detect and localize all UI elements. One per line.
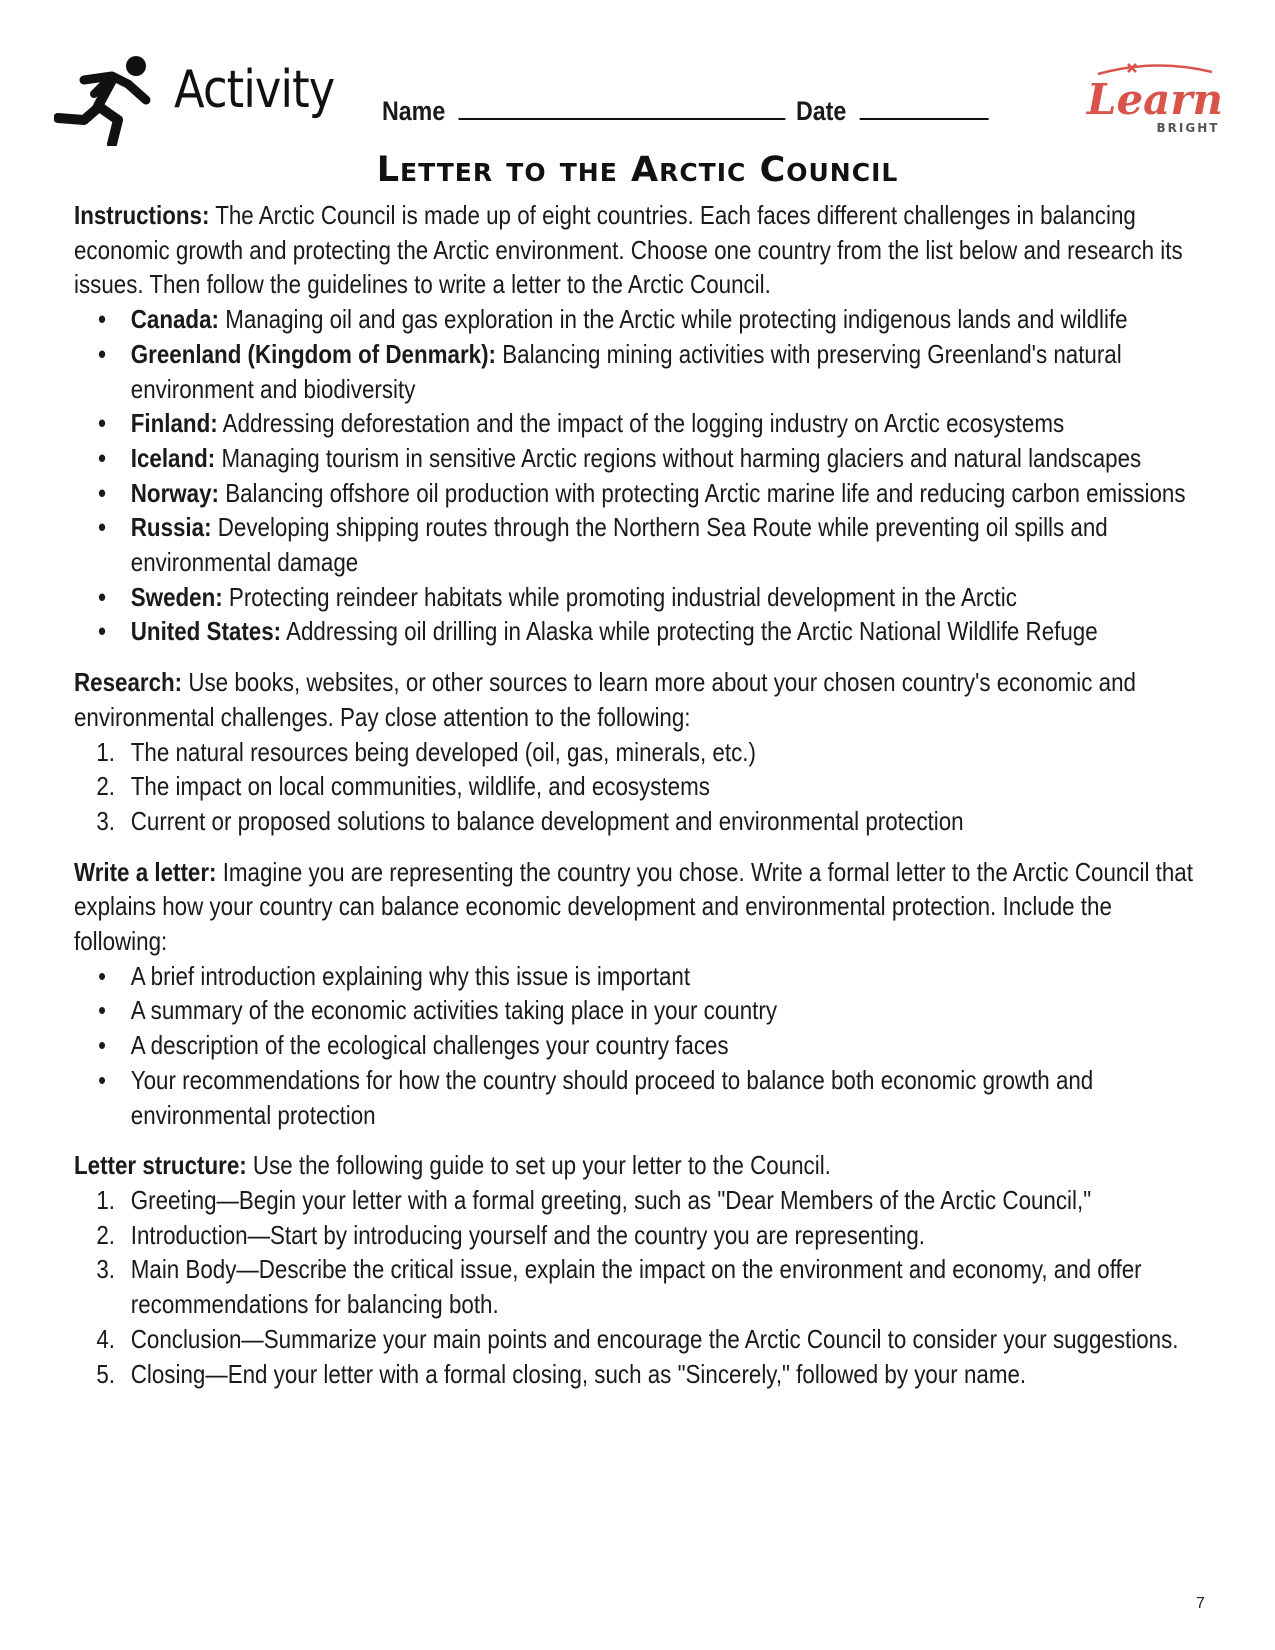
country-name: Russia: bbox=[130, 512, 212, 543]
country-desc: Addressing deforestation and the impact of the logging industry on Arctic ecosystems bbox=[217, 408, 1065, 439]
country-name: Greenland (Kingdom of Denmark): bbox=[130, 338, 497, 369]
list-item: • United States: Addressing oil drilling in Alaska while protecting the Arctic National Wildlife Refuge bbox=[98, 616, 1098, 647]
structure-text: Use the following guide to set up your letter to the Council. bbox=[246, 1150, 831, 1181]
list-item: 3. Current or proposed solutions to balance development and environmental protection bbox=[96, 805, 964, 836]
country-desc: Addressing oil drilling in Alaska while protecting the Arctic National Wildlife Refuge bbox=[281, 616, 1098, 647]
country-desc: Balancing mining activities with preserving Greenland's natural environment and biodiversity bbox=[130, 338, 1122, 404]
structure-paragraph bbox=[74, 1148, 1201, 1183]
country-list bbox=[74, 302, 1201, 649]
list-item: 1. The natural resources being developed (oil, gas, minerals, etc.) bbox=[96, 736, 756, 767]
list-item: 1. Greeting—Begin your letter with a formal greeting, such as "Dear Members of the Arctic Council," bbox=[96, 1184, 1092, 1215]
list-item-text: Your recommendations for how the country should proceed to balance both economic growth and environmental protection bbox=[130, 1064, 1094, 1130]
page-title: Letter to the Arctic Council bbox=[376, 150, 899, 190]
list-item: • A description of the ecological challenges your country faces bbox=[98, 1030, 729, 1061]
country-name: Norway: bbox=[130, 477, 219, 508]
list-item: • Norway: Balancing offshore oil production with protecting Arctic marine life and reducing carbon emissions bbox=[98, 477, 1186, 508]
list-item: • A brief introduction explaining why this issue is important bbox=[98, 960, 691, 991]
write-letter-paragraph bbox=[74, 855, 1201, 959]
list-item: • Sweden: Protecting reindeer habitats while promoting industrial development in the Arctic bbox=[98, 581, 1017, 612]
list-item: • Iceland: Managing tourism in sensitive Arctic regions without harming glaciers and natural landscapes bbox=[98, 442, 1142, 473]
country-desc: Protecting reindeer habitats while promoting industrial development in the Arctic bbox=[222, 581, 1017, 612]
list-item-text: Closing—End your letter with a formal closing, such as "Sincerely," followed by your name. bbox=[130, 1358, 1027, 1389]
list-item-text: Greeting—Begin your letter with a formal greeting, such as "Dear Members of the Arctic Council," bbox=[130, 1184, 1092, 1215]
instructions-paragraph bbox=[74, 198, 1201, 302]
instructions-text: The Arctic Council is made up of eight countries. Each faces different challenges in balancing economic growth and protecting the Arctic environment. Choose one country from the list below and research its issues. Then follow the guidelines to write a letter to the Arctic Council. bbox=[74, 200, 1183, 300]
research-lead: Research: bbox=[74, 667, 183, 698]
list-item-text: A brief introduction explaining why this issue is important bbox=[130, 960, 691, 991]
list-item-text: Conclusion—Summarize your main points and encourage the Arctic Council to consider your suggestions. bbox=[130, 1323, 1179, 1354]
running-person-icon bbox=[54, 54, 158, 146]
list-item: 4. Conclusion—Summarize your main points and encourage the Arctic Council to consider your suggestions. bbox=[96, 1323, 1179, 1354]
date-field[interactable] bbox=[796, 96, 989, 127]
instructions-lead: Instructions: bbox=[74, 200, 210, 230]
list-item: 2. Introduction—Start by introducing yourself and the country you are representing. bbox=[96, 1219, 925, 1250]
country-name: Finland: bbox=[130, 408, 218, 439]
country-desc: Managing oil and gas exploration in the Arctic while protecting indigenous lands and wildlife bbox=[218, 304, 1128, 335]
country-desc: Managing tourism in sensitive Arctic regions without harming glaciers and natural landscapes bbox=[215, 442, 1142, 473]
date-label: Date bbox=[796, 96, 847, 126]
country-name: Sweden: bbox=[130, 581, 223, 612]
name-label: Name bbox=[382, 96, 446, 126]
country-name: Canada: bbox=[130, 304, 219, 335]
list-item: • Finland: Addressing deforestation and the impact of the logging industry on Arctic ecosystems bbox=[98, 408, 1065, 439]
list-item-text: The impact on local communities, wildlife, and ecosystems bbox=[130, 771, 710, 802]
list-item: • Greenland (Kingdom of Denmark): Balancing mining activities with preserving Greenland's natural environment and biodiversity bbox=[98, 338, 1122, 404]
list-item: • A summary of the economic activities taking place in your country bbox=[98, 995, 778, 1026]
list-item: 2. The impact on local communities, wildlife, and ecosystems bbox=[96, 771, 710, 802]
list-item: • Your recommendations for how the country should proceed to balance both economic growth and environmental protection bbox=[98, 1064, 1094, 1130]
letter-contents-list bbox=[74, 959, 1201, 1133]
research-list bbox=[74, 735, 1201, 839]
country-name: United States: bbox=[130, 616, 282, 647]
logo-subtext: BRIGHT bbox=[1156, 121, 1220, 135]
logo-text: Learn bbox=[1086, 75, 1224, 124]
activity-label: Activity bbox=[174, 60, 335, 120]
structure-lead: Letter structure: bbox=[74, 1150, 247, 1181]
date-blank[interactable] bbox=[860, 96, 989, 120]
name-blank[interactable] bbox=[459, 96, 786, 120]
country-desc: Developing shipping routes through the Northern Sea Route while preventing oil spills and environmental damage bbox=[130, 512, 1108, 578]
country-desc: Balancing offshore oil production with protecting Arctic marine life and reducing carbon emissions bbox=[218, 477, 1186, 508]
learn-bright-logo bbox=[1080, 62, 1230, 142]
list-item-text: A description of the ecological challenges your country faces bbox=[130, 1030, 729, 1061]
name-field[interactable] bbox=[382, 96, 785, 127]
list-item-text: Introduction—Start by introducing yourself and the country you are representing. bbox=[130, 1219, 925, 1250]
list-item: • Canada: Managing oil and gas exploration in the Arctic while protecting indigenous lands and wildlife bbox=[98, 304, 1128, 335]
list-item-text: Main Body—Describe the critical issue, explain the impact on the environment and economy, and offer recommendations for balancing both. bbox=[130, 1254, 1142, 1320]
research-paragraph bbox=[74, 665, 1201, 734]
write-letter-text: Imagine you are representing the country you chose. Write a formal letter to the Arctic Council that explains how your country can balance economic development and environmental protection. Include the following: bbox=[74, 856, 1193, 957]
list-item-text: The natural resources being developed (oil, gas, minerals, etc.) bbox=[130, 736, 756, 767]
list-item-text: Current or proposed solutions to balance development and environmental protection bbox=[130, 805, 964, 836]
country-name: Iceland: bbox=[130, 442, 216, 473]
list-item-text: A summary of the economic activities taking place in your country bbox=[130, 995, 778, 1026]
list-item: • Russia: Developing shipping routes through the Northern Sea Route while preventing oil spills and environmental damage bbox=[98, 512, 1108, 578]
list-item: 3. Main Body—Describe the critical issue, explain the impact on the environment and economy, and offer recommendations for balancing both. bbox=[96, 1254, 1142, 1320]
worksheet-content bbox=[74, 198, 1204, 1391]
page-header bbox=[0, 0, 1275, 150]
write-letter-lead: Write a letter: bbox=[74, 856, 217, 887]
structure-list bbox=[74, 1183, 1201, 1391]
page-number: 7 bbox=[1196, 1595, 1205, 1612]
list-item: 5. Closing—End your letter with a formal closing, such as "Sincerely," followed by your name. bbox=[96, 1358, 1027, 1389]
research-text: Use books, websites, or other sources to learn more about your chosen country's economic and environmental challenges. Pay close attention to the following: bbox=[74, 667, 1136, 732]
